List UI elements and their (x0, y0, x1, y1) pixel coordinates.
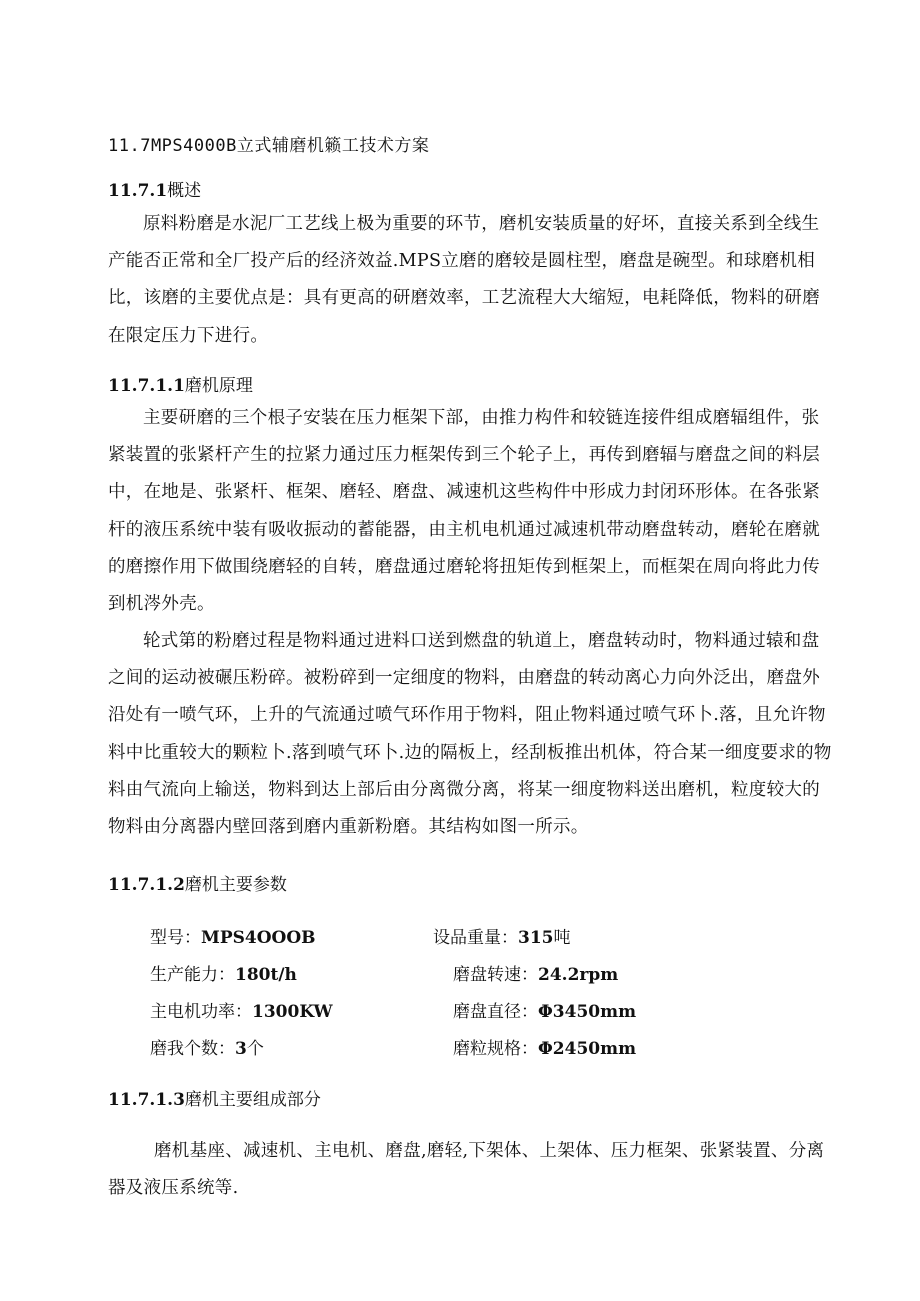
param-label: 磨盘转速： (453, 965, 538, 985)
param-value: Φ2450mm (538, 1039, 637, 1059)
section-heading-params (108, 870, 287, 895)
principle-paragraph-1: 主要研磨的三个根子安装在压力框架下部，由推力构件和较链连接件组成磨辐组件，张紧装置的张紧杆产生的拉紧力通过压力框架传到三个轮子上，再传到磨辐与磨盘之间的料层中，在地是、张紧杆、框架、磨轻、磨盘、减速机这些构件中形成力封闭环形体。在各张紧杆的液压系统中装有吸收振动的蓄能器，由主机电机通过减速机带动磨盘转动，磨轮在磨就的磨擦作用下做围绕磨轻的自转，磨盘通过磨轮将扭矩传到框架上，而框架在周向将此力传到机涔外壳。 (108, 408, 820, 615)
section-label: 磨机主要参数 (184, 875, 287, 895)
param-roller-spec (453, 1034, 636, 1059)
section-heading-overview (108, 176, 201, 201)
param-motor-power (150, 997, 333, 1022)
param-value: 315 (518, 928, 554, 948)
param-disc-diameter (453, 997, 636, 1022)
components-paragraph: 磨机基座、减速机、主电机、磨盘,磨轻,下架体、上架体、压力框架、张紧装置、分离器及液压系统等. (108, 1141, 825, 1198)
param-label: 型号： (150, 928, 201, 948)
principle-paragraph-2: 轮式第的粉磨过程是物料通过进料口送到燃盘的轨道上，磨盘转动时，物料通过辕和盘之间的运动被碾压粉碎。被粉碎到一定细度的物料，由磨盘的转动离心力向外泛出，磨盘外沿处有一喷气环，上升的气流通过喷气环作用于物料，阻止物料通过喷气环卜.落，且允许物料中比重较大的颗粒卜.落到喷气环卜.边的隔板上，经刮板推出机体，符合某一细度要求的物料由气流向上输送，物料到达上部后由分离微分离，将某一细度物料送出磨机，粒度较大的物料由分离器内壁回落到磨内重新粉磨。其结构如图一所示。 (108, 631, 832, 838)
param-label: 主电机功率： (150, 1002, 252, 1022)
section-number: 11.7.1.1 (108, 376, 185, 396)
param-capacity (150, 960, 297, 985)
section-label: 磨机主要组成部分 (184, 1090, 321, 1110)
param-value: 180t/h (235, 965, 297, 985)
section-number: 11.7.1 (108, 181, 168, 201)
param-value: 1300KW (252, 1002, 333, 1022)
param-roller-count (150, 1034, 264, 1059)
section-number: 11.7.1.3 (108, 1090, 185, 1110)
document-title: 11.7MPS4000B立式辅磨机籁工技术方案 (108, 136, 430, 156)
section-number: 11.7.1.2 (108, 875, 185, 895)
param-label: 磨盘直径： (453, 1002, 538, 1022)
section-heading-components (108, 1085, 321, 1110)
param-value: Φ3450mm (538, 1002, 637, 1022)
param-label: 磨粒规格： (453, 1039, 538, 1059)
param-label: 设品重量： (433, 928, 518, 948)
section-label: 磨机原理 (184, 376, 253, 396)
param-unit: 个 (246, 1039, 264, 1059)
param-value: 24.2rpm (538, 965, 619, 985)
section-label: 概述 (167, 181, 202, 201)
overview-paragraph: 原料粉磨是水泥厂工艺线上极为重要的环节，磨机安装质量的好坏，直接关系到全线生产能否正常和全厂投产后的经济效益.MPS立磨的磨较是圆柱型，磨盘是碗型。和球磨机相比，该磨的主要优点是：具有更高的研磨效率，工艺流程大大缩短，电耗降低，物料的研磨在限定压力下进行。 (108, 214, 820, 346)
param-value: MPS4OOOB (201, 928, 316, 948)
section-heading-principle (108, 371, 253, 396)
param-unit: 吨 (553, 928, 571, 948)
param-disc-speed (453, 960, 618, 985)
param-label: 生产能力： (150, 965, 235, 985)
param-weight (433, 923, 571, 948)
param-value: 3 (235, 1039, 247, 1059)
param-model (150, 923, 316, 948)
param-label: 磨我个数： (150, 1039, 235, 1059)
